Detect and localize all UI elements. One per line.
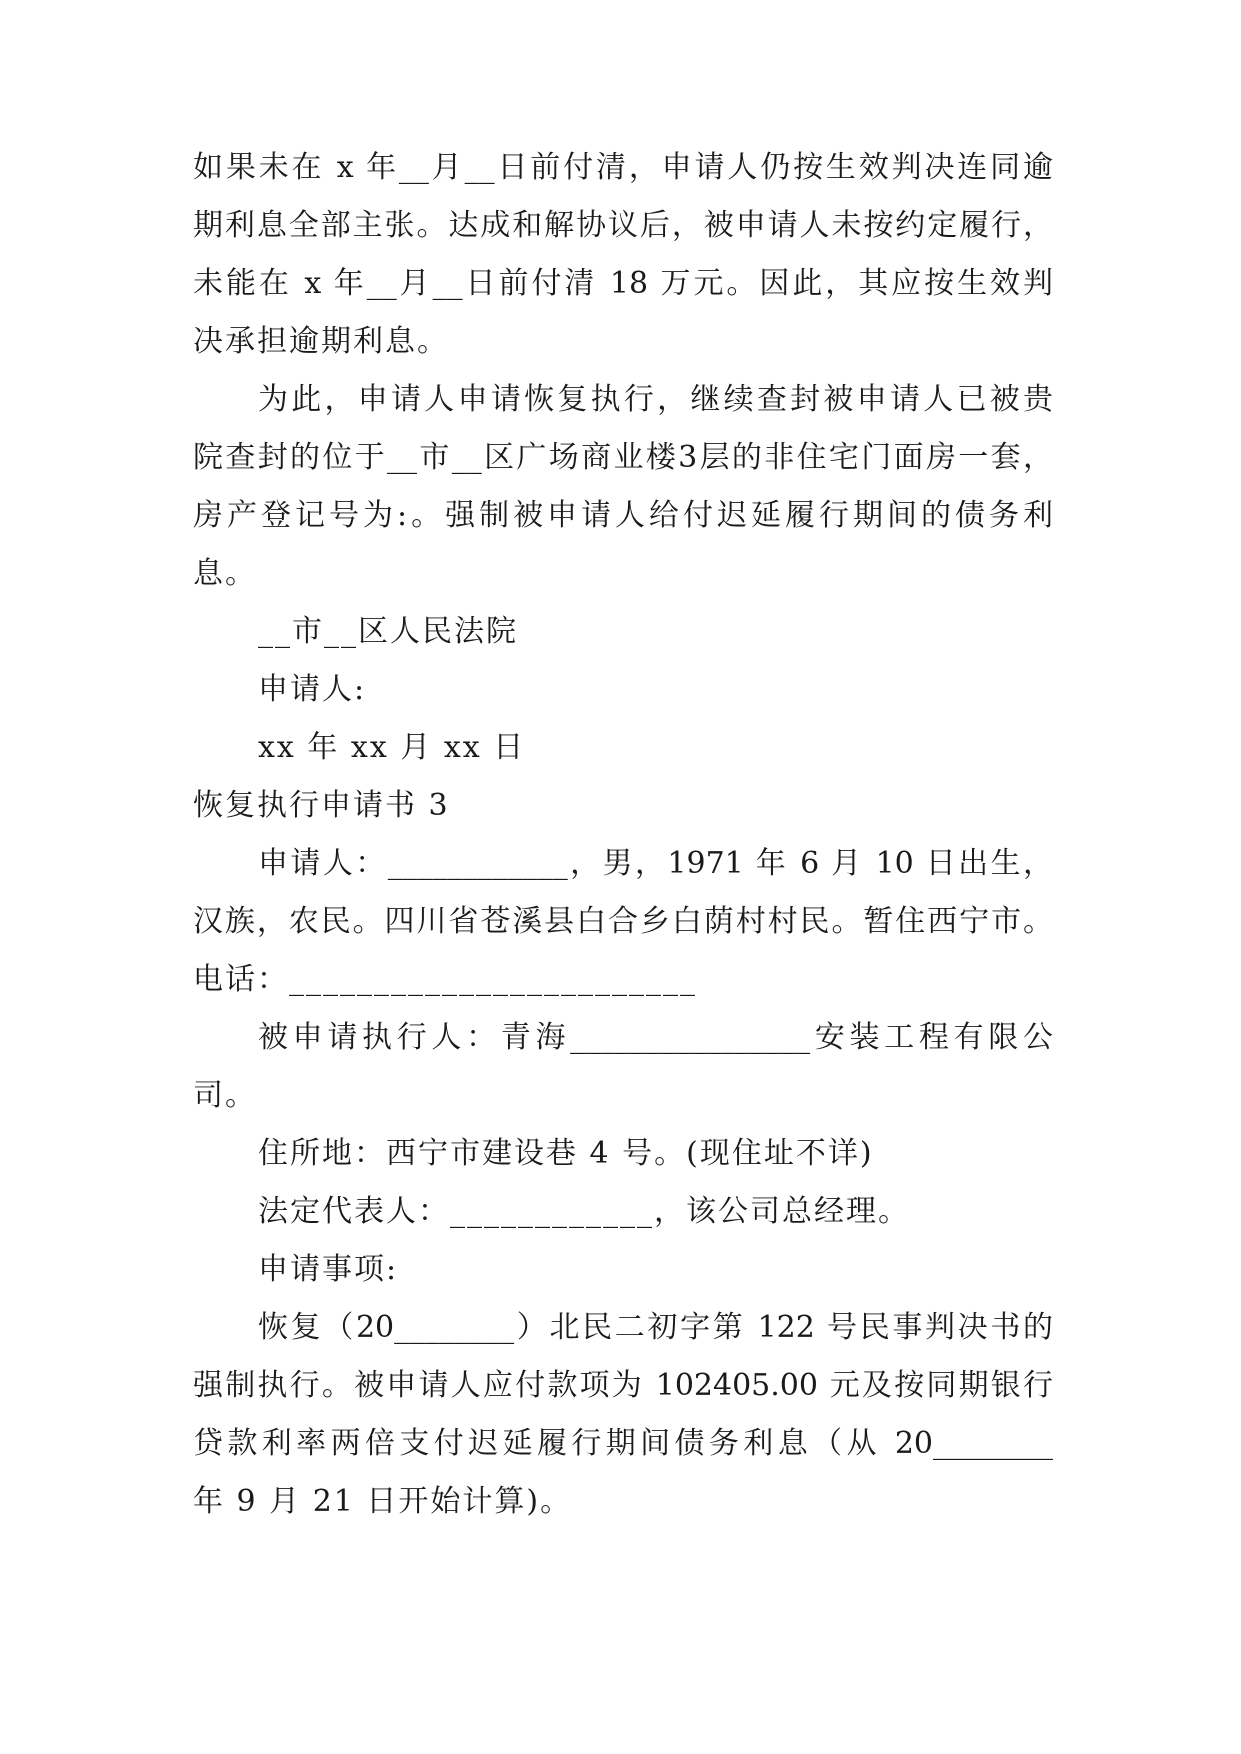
paragraph-line: 恢复（20________）北民二初字第 122 号民事判决书的	[258, 1310, 1053, 1345]
paragraph-line: 司。	[193, 1078, 257, 1113]
paragraph-line: 申请人：____________，男，1971 年 6 月 10 日出生，	[258, 846, 1053, 881]
paragraph-line: 决承担逾期利息。	[193, 324, 449, 359]
section-title: 恢复执行申请书 3	[193, 788, 450, 823]
address-line: 住所地：西宁市建设巷 4 号。(现住址不详)	[258, 1136, 874, 1171]
paragraph-line: 为此，申请人申请恢复执行，继续查封被申请人已被贵	[258, 382, 1053, 417]
paragraph-line: 汉族，农民。四川省苍溪县白合乡白荫村村民。暂住西宁市。	[193, 904, 1053, 939]
date-line: xx 年 xx 月 xx 日	[258, 730, 526, 765]
paragraph-line: 贷款利率两倍支付迟延履行期间债务利息（从 20________	[193, 1426, 1053, 1461]
paragraph-line: 如果未在 x 年__月__日前付清，申请人仍按生效判决连同逾	[193, 150, 1053, 185]
court-name: __市__区人民法院	[258, 614, 518, 649]
matters-heading: 申请事项:	[258, 1252, 399, 1287]
paragraph-line: 未能在 x 年__月__日前付清 18 万元。因此，其应按生效判	[193, 266, 1053, 301]
phone-line: 电话：________________________	[193, 962, 697, 997]
paragraph-line: 年 9 月 21 日开始计算)。	[193, 1484, 573, 1519]
applicant-signature: 申请人:	[258, 672, 367, 707]
paragraph-line: 息。	[193, 556, 257, 591]
paragraph-line: 院查封的位于__市__区广场商业楼3层的非住宅门面房一套，	[193, 440, 1053, 475]
paragraph-line: 房产登记号为:。强制被申请人给付迟延履行期间的债务利	[193, 498, 1053, 533]
paragraph-line: 被申请执行人：青海________________安装工程有限公	[258, 1020, 1053, 1055]
paragraph-line: 强制执行。被申请人应付款项为 102405.00 元及按同期银行	[193, 1368, 1053, 1403]
legal-rep-line: 法定代表人：____________，该公司总经理。	[258, 1194, 910, 1229]
paragraph-line: 期利息全部主张。达成和解协议后，被申请人未按约定履行，	[193, 208, 1053, 243]
